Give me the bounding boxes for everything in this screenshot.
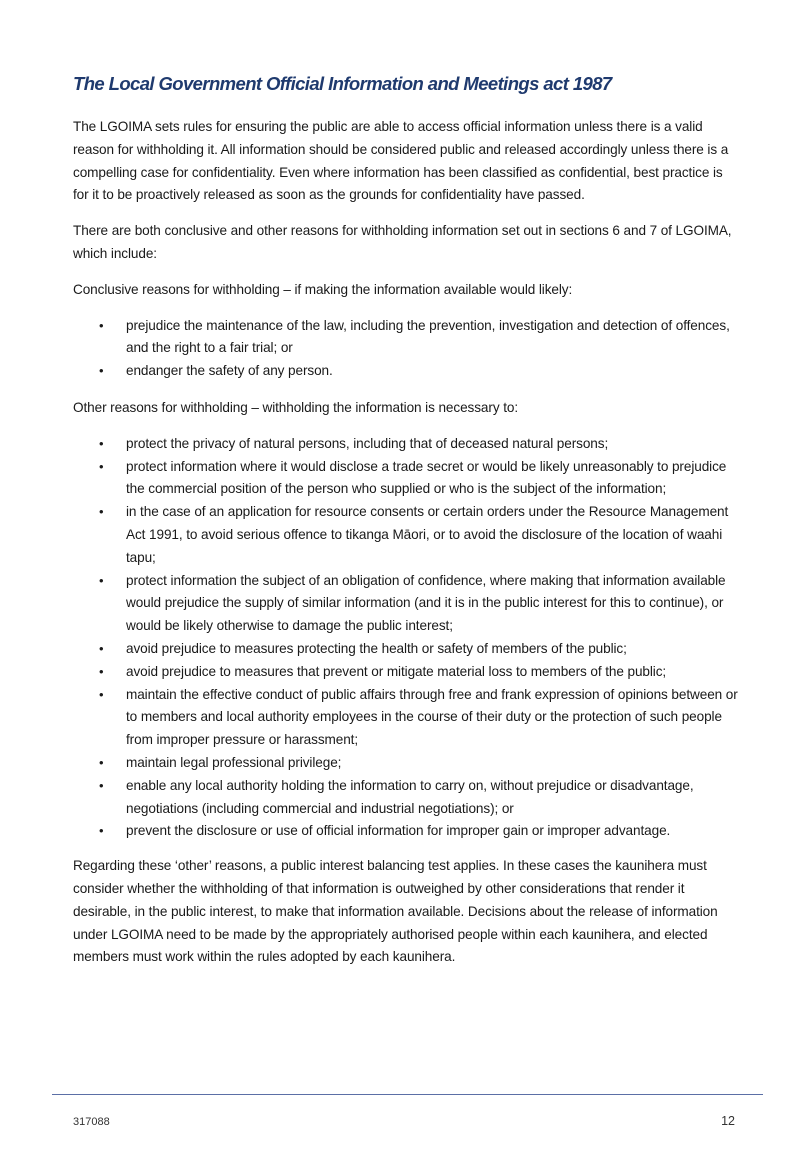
list-item-text: avoid prejudice to measures that prevent or mitigate material loss to members of the public; [126,663,667,679]
bullet-icon: • [99,640,104,656]
list-item [73,752,741,775]
bullet-icon: • [99,663,104,679]
list-item-text: maintain legal professional privilege; [126,754,342,770]
page-number: 12 [721,1114,735,1128]
list-item [73,820,741,843]
conclusive-reasons-list [73,315,741,383]
list-item-text: protect information where it would disclose a trade secret or would be likely unreasonably to prejudice the commercial position of the person who supplied or who is the subject of the information; [126,458,727,497]
list-item [73,456,741,502]
list-item-text: enable any local authority holding the information to carry on, without prejudice or disadvantage, negotiations (including commercial and industrial negotiations); or [126,777,694,816]
bullet-icon: • [99,823,104,839]
page-title: The Local Government Official Information and Meetings act 1987 [73,73,612,94]
footer-divider [52,1094,763,1095]
bullet-icon: • [99,363,104,379]
bullet-icon: • [99,572,104,588]
bullet-icon: • [99,458,104,474]
closing-paragraph: Regarding these ‘other’ reasons, a public interest balancing test applies. In these cases the kaunihera must consider whether the withholding of that information is outweighed by other considerations that render it desirable, in the public interest, to make that information available. Decisions about the release of information under LGOIMA need to be made by the appropriately authorised people within each kaunihera, and elected members must work within the rules adopted by each kaunihera. [73,858,718,965]
list-item [73,775,741,821]
conclusive-reasons-heading: Conclusive reasons for withholding – if making the information available would likely: [73,281,573,297]
bullet-icon: • [99,317,104,333]
list-item [73,501,741,569]
list-item [73,661,741,684]
other-reasons-list [73,433,741,843]
list-item [73,315,741,361]
list-item [73,360,741,383]
list-item-text: maintain the effective conduct of public affairs through free and frank expression of opinions between or to members and local authority employees in the course of their duty or the protection of such people from improper pressure or harassment; [126,686,738,748]
bullet-icon: • [99,777,104,793]
list-item-text: in the case of an application for resource consents or certain orders under the Resource Management Act 1991, to avoid serious offence to tikanga Māori, or to avoid the disclosure of the location of waahi tapu; [126,504,729,565]
list-item-text: protect information the subject of an obligation of confidence, where making that information available would prejudice the supply of similar information (and it is in the public interest for this to continue), or would be likely otherwise to damage the public interest; [126,572,726,634]
list-item-text: protect the privacy of natural persons, including that of deceased natural persons; [126,435,609,451]
list-item [73,684,741,752]
list-item-text: endanger the safety of any person. [126,363,333,379]
list-item [73,638,741,661]
intro-paragraph: The LGOIMA sets rules for ensuring the public are able to access official information unless there is a valid reason for withholding it. All information should be considered public and released accordingly unless there is a compelling case for confidentiality. Even where information has been classified as confidential, best practice is for it to be proactively released as soon as the grounds for confidentiality have passed. [73,119,729,203]
other-reasons-heading: Other reasons for withholding – withholding the information is necessary to: [73,399,519,415]
list-item [73,433,741,456]
list-item-text: prevent the disclosure or use of official information for improper gain or improper advantage. [126,823,671,839]
bullet-icon: • [99,504,104,520]
document-page [73,70,741,982]
bullet-icon: • [99,686,104,702]
document-number: 317088 [73,1116,110,1128]
list-item-text: prejudice the maintenance of the law, including the prevention, investigation and detection of offences, and the right to a fair trial; or [126,317,730,356]
bullet-icon: • [99,754,104,770]
reasons-paragraph: There are both conclusive and other reasons for withholding information set out in sections 6 and 7 of LGOIMA, which include: [73,223,732,261]
list-item [73,570,741,638]
bullet-icon: • [99,435,104,451]
list-item-text: avoid prejudice to measures protecting the health or safety of members of the public; [126,640,627,656]
